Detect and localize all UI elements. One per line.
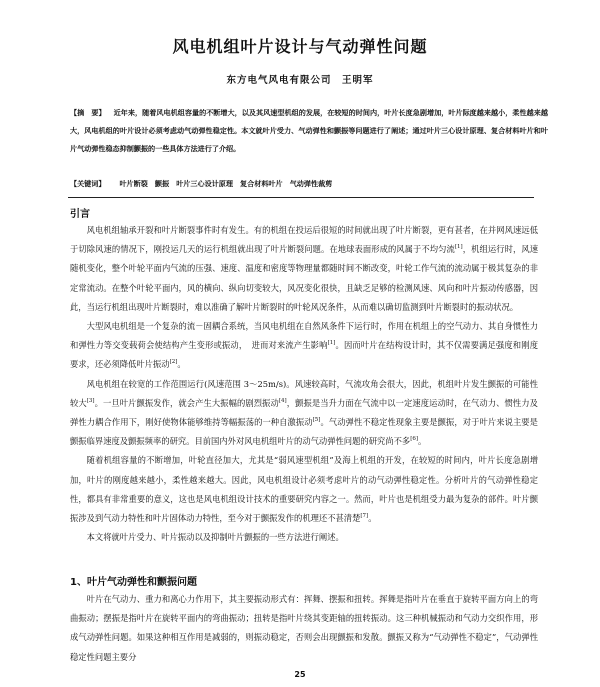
abstract-text: 近年来，随着风电机组容量的不断增大，以及其风速型机组的发展，在较短的时间内，叶片长度急剧增加，叶片际度越来越小，柔性越来越大，风电机组的叶片设计必须考虑动气动弹性稳定性。本文就叶片受力、气动弹性和颤振等问题进行了阐述；通过叶片三心设计原理、复合材料叶片和叶片气动弹性稳态抑制颤振的一些具体方法进行了介绍。: [70, 108, 548, 153]
author-line: 东方电气风电有限公司 王明军: [226, 75, 374, 86]
paragraph: 风电机组轴承开裂和叶片断裂事件时有发生。有的机组在投运后很短的时间就出现了叶片断裂，更有甚者，在并网风速远低于切除风速的情况下，刚投运几天的运行机组就出现了叶片断裂问题。在地球表面形成的风属于不均匀流[1]，机组运行时，风速随机变化，整个叶轮平面内气流的压强、速度、温度和密度等物理量都随时间不断改变，叶轮工作气流的流动属于极其复杂的非定常流动。在整个叶轮平面内，风的横向、纵向切变较大，风况变化很快，且缺乏足够的检测风速、风向和叶片振动传感器，因此，当运行机组出现叶片断裂时，难以准确了解叶片断裂时的叶轮风况条件，从而难以确切监测到叶片断裂时的振动状况。: [70, 225, 538, 312]
paragraph: 叶片在气动力、重力和离心力作用下，其主要振动形式有：挥舞、摆振和扭转。挥舞是指叶片在垂直于旋转平面方向上的弯曲振动；摆振是指叶片在旋转平面内的弯曲振动；扭转是指叶片绕其变距轴的扭转振动。这三种机械振动和气动力交织作用，形成气动弹性问题。如果这种相互作用是减弱的，则振动稳定，否则会出现颤振和发散。颤振又称为“气动弹性不稳定”，气动弹性稳定性问题主要分: [70, 594, 538, 662]
section-divider: [68, 197, 534, 198]
abstract: [70, 104, 548, 158]
intro-body: [70, 221, 538, 547]
paragraph: 大型风电机组是一个复杂的流－固耦合系统，当风电机组在自然风条件下运行时，作用在机组上的空气动力、其自身惯性力和弹性力等交变载荷会使结构产生变形或振动， 进而对来流产生影响[1]。因而叶片在结构设计时，其不仅需要满足强度和刚度要求，还必须降低叶片振动[2]。: [70, 321, 538, 370]
keywords-label: 【关键词】: [70, 179, 106, 188]
abstract-label: 【摘 要】: [70, 108, 106, 117]
section-heading-intro: 引言: [70, 209, 90, 220]
paragraph: 随着机组容量的不断增加，叶轮直径加大，尤其是“弱风速型机组”及海上机组的开发，在较短的时间内，叶片长度急剧增加，叶片的刚度越来越小，柔性越来越大。因此，风电机组设计必须考虑叶片的动气动弹性稳定性。分析叶片的气动弹性稳定性，都具有非常重要的意义，这也是风电机组设计技术的重要研究内容之一。然而，叶片也是机组受力最为复杂的部件。叶片颤振涉及到气动力特性和叶片固体动力特性，至今对于颤振发作的机理还不甚清楚[7]。: [70, 455, 538, 524]
section-heading-1: 1、叶片气动弹性和颤振问题: [70, 577, 197, 588]
keywords-text: 叶片断裂 颤振 叶片三心设计原理 复合材料叶片 气动弹性裁剪: [119, 179, 333, 188]
paper-title: 风电机组叶片设计与气动弹性问题: [172, 37, 428, 56]
section-1-body: [70, 590, 538, 667]
paragraph: 风电机组在较宽的工作范围运行(风速范围 3～25m/s)。风速较高时，气流攻角会很大，因此，机组叶片发生颤振的可能性较大[3]。一旦叶片颤振发作，就会产生大振幅的剧烈振动[4]，颤振是当升力面在气流中以一定速度运动时，在气动力、惯性力及弹性力耦合作用下，刚好使物体能够维持等幅振荡的一种自激振动[5]。气动弹性不稳定性现象主要是颤振，对于叶片来说主要是颤振临界速度及颤振频率的研究。目前国内外对风电机组叶片的动气动弹性问题的研究尚不多[6]。: [70, 378, 538, 447]
keywords: [70, 179, 548, 189]
paragraph: 本文将就叶片受力、叶片振动以及抑制叶片颤振的一些方法进行阐述。: [86, 532, 344, 543]
page-number: 25: [294, 670, 306, 679]
